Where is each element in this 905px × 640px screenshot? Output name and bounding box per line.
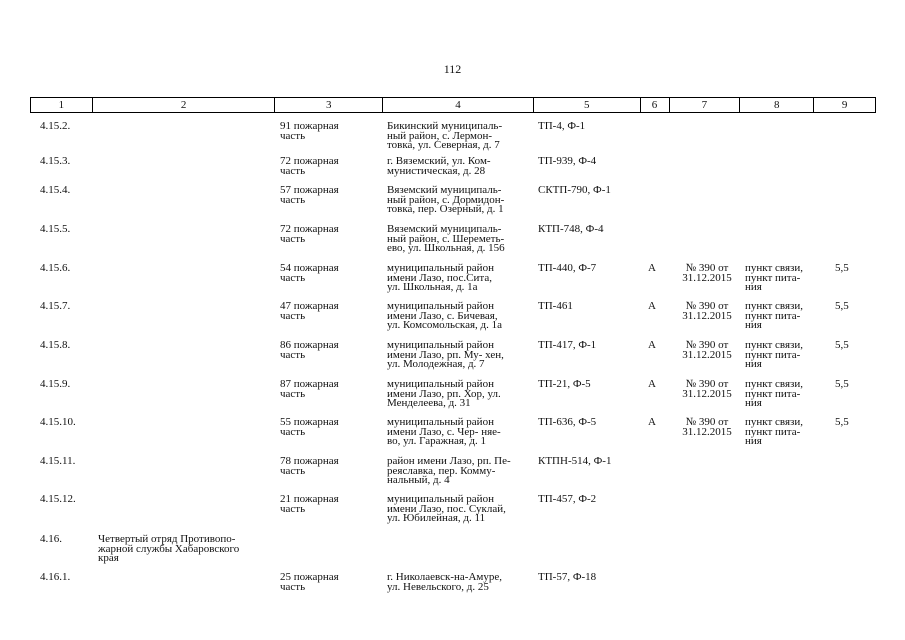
cell-row-number: 4.15.9. <box>40 378 71 390</box>
cell-address: муниципальный район имени Лазо, с. Чер- няе- во, ул. Гаражная, д. 1 <box>387 416 501 448</box>
cell-fire-unit: 54 пожарная часть <box>280 262 339 284</box>
cell-fire-unit: 78 пожарная часть <box>280 455 339 477</box>
cell-power: 5,5 <box>835 339 849 351</box>
cell-address: муниципальный район имени Лазо, пос.Сита, ул. Школьная, д. 1а <box>387 262 494 294</box>
cell-fire-unit: 86 пожарная часть <box>280 339 339 361</box>
cell-fire-unit: 47 пожарная часть <box>280 300 339 322</box>
header-col-2: 2 <box>93 98 276 112</box>
cell-category: А <box>648 416 656 428</box>
cell-category: А <box>648 262 656 274</box>
cell-row-number: 4.15.8. <box>40 339 71 351</box>
cell-purpose: пункт связи, пункт пита- ния <box>745 416 804 448</box>
cell-document: № 390 от 31.12.2015 <box>682 416 732 438</box>
cell-address: муниципальный район имени Лазо, пос. Суклай, ул. Юбилейная, д. 11 <box>387 493 506 525</box>
page-number: 112 <box>443 62 462 76</box>
cell-substation: ТП-440, Ф-7 <box>538 262 597 274</box>
cell-address: г. Вяземский, ул. Ком- мунистическая, д. 28 <box>387 155 491 177</box>
cell-substation: ТП-417, Ф-1 <box>538 339 597 351</box>
cell-fire-unit: 55 пожарная часть <box>280 416 339 438</box>
header-col-5: 5 <box>534 98 641 112</box>
cell-fire-unit: 72 пожарная часть <box>280 155 339 177</box>
header-col-7: 7 <box>670 98 741 112</box>
cell-address: г. Николаевск-на-Амуре, ул. Невельского, д. 25 <box>387 571 502 593</box>
cell-substation: ТП-57, Ф-18 <box>538 571 597 583</box>
cell-row-number: 4.15.2. <box>40 120 71 132</box>
cell-document: № 390 от 31.12.2015 <box>682 262 732 284</box>
cell-address: муниципальный район имени Лазо, с. Бичевая, ул. Комсомольская, д. 1а <box>387 300 503 332</box>
cell-document: № 390 от 31.12.2015 <box>682 339 732 361</box>
cell-substation: ТП-457, Ф-2 <box>538 493 597 505</box>
cell-organization: Четвертый отряд Противопо- жарной службы Хабаровского края <box>98 533 240 565</box>
cell-purpose: пункт связи, пункт пита- ния <box>745 262 804 294</box>
cell-row-number: 4.15.6. <box>40 262 71 274</box>
cell-power: 5,5 <box>835 300 849 312</box>
cell-row-number: 4.15.10. <box>40 416 76 428</box>
cell-power: 5,5 <box>835 378 849 390</box>
cell-address: Вяземский муниципаль- ный район, с. Дормидон- товка, пер. Озерный, д. 1 <box>387 184 505 216</box>
cell-fire-unit: 87 пожарная часть <box>280 378 339 400</box>
header-col-6: 6 <box>641 98 670 112</box>
cell-substation: ТП-461 <box>538 300 573 312</box>
cell-category: А <box>648 378 656 390</box>
cell-substation: СКТП-790, Ф-1 <box>538 184 611 196</box>
cell-substation: КТПН-514, Ф-1 <box>538 455 612 467</box>
cell-address: муниципальный район имени Лазо, рп. Хор, ул. Менделеева, д. 31 <box>387 378 501 410</box>
cell-power: 5,5 <box>835 416 849 428</box>
cell-category: А <box>648 300 656 312</box>
cell-substation: ТП-939, Ф-4 <box>538 155 597 167</box>
header-col-4: 4 <box>383 98 534 112</box>
cell-purpose: пункт связи, пункт пита- ния <box>745 378 804 410</box>
cell-fire-unit: 91 пожарная часть <box>280 120 339 142</box>
cell-row-number: 4.15.5. <box>40 223 71 235</box>
cell-document: № 390 от 31.12.2015 <box>682 300 732 322</box>
cell-purpose: пункт связи, пункт пита- ния <box>745 339 804 371</box>
header-col-1: 1 <box>31 98 93 112</box>
cell-row-number: 4.15.4. <box>40 184 71 196</box>
cell-power: 5,5 <box>835 262 849 274</box>
table-header <box>30 97 876 113</box>
header-col-3: 3 <box>275 98 383 112</box>
cell-purpose: пункт связи, пункт пита- ния <box>745 300 804 332</box>
cell-substation: ТП-636, Ф-5 <box>538 416 597 428</box>
cell-fire-unit: 21 пожарная часть <box>280 493 339 515</box>
header-col-8: 8 <box>740 98 814 112</box>
cell-substation: КТП-748, Ф-4 <box>538 223 604 235</box>
cell-row-number: 4.15.7. <box>40 300 71 312</box>
cell-row-number: 4.15.11. <box>40 455 76 467</box>
cell-document: № 390 от 31.12.2015 <box>682 378 732 400</box>
cell-fire-unit: 57 пожарная часть <box>280 184 339 206</box>
cell-row-number: 4.16.1. <box>40 571 71 583</box>
header-col-9: 9 <box>841 99 848 111</box>
cell-address: муниципальный район имени Лазо, рп. Му- хен, ул. Молодежная, д. 7 <box>387 339 504 371</box>
cell-address: Бикинский муниципаль- ный район, с. Лермон- товка, ул. Северная, д. 7 <box>387 120 503 152</box>
cell-fire-unit: 25 пожарная часть <box>280 571 339 593</box>
cell-row-number: 4.15.12. <box>40 493 76 505</box>
cell-row-number: 4.15.3. <box>40 155 71 167</box>
cell-substation: ТП-21, Ф-5 <box>538 378 591 390</box>
cell-substation: ТП-4, Ф-1 <box>538 120 586 132</box>
cell-address: район имени Лазо, рп. Пе- реяславка, пер. Комму- нальный, д. 4 <box>387 455 511 487</box>
cell-fire-unit: 72 пожарная часть <box>280 223 339 245</box>
cell-category: А <box>648 339 656 351</box>
cell-row-number: 4.16. <box>40 533 62 545</box>
cell-address: Вяземский муниципаль- ный район, с. Шереметь- ево, ул. Школьная, д. 156 <box>387 223 505 255</box>
